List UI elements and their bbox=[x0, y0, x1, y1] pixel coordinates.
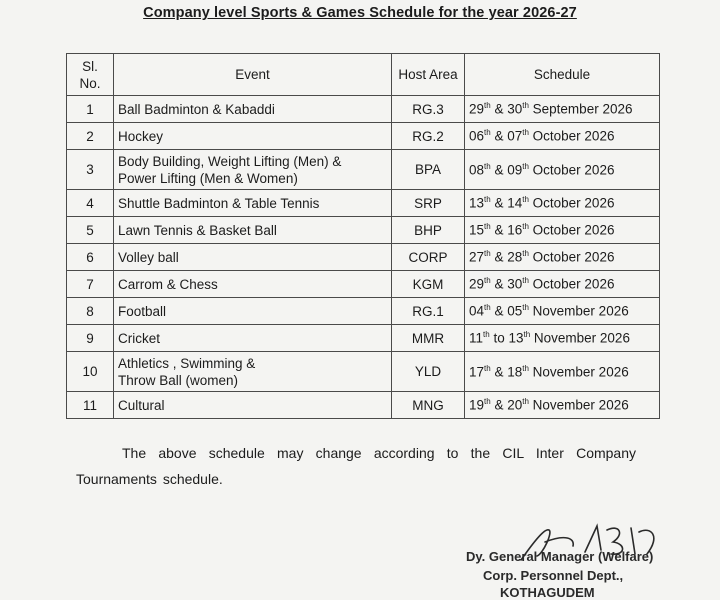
date-ordinal-suffix: th bbox=[484, 101, 491, 111]
schedule-cell bbox=[465, 271, 660, 298]
date-ordinal-suffix: th bbox=[484, 363, 491, 373]
date-ordinal-suffix: th bbox=[483, 330, 490, 340]
schedule-cell bbox=[465, 392, 660, 419]
date-text: 13 bbox=[469, 195, 485, 211]
date-ordinal-suffix: th bbox=[522, 303, 529, 313]
date-text: 04 bbox=[469, 303, 485, 319]
schedule-cell bbox=[465, 244, 660, 271]
date-text: 08 bbox=[469, 162, 485, 178]
schedule-cell bbox=[465, 352, 660, 392]
signatory-department: Corp. Personnel Dept., bbox=[483, 568, 624, 583]
date-ordinal-suffix: th bbox=[484, 303, 491, 313]
table-row bbox=[67, 244, 660, 271]
event-line: Cultural bbox=[118, 397, 165, 413]
date-ordinal-suffix: th bbox=[522, 195, 529, 205]
event-cell bbox=[114, 217, 392, 244]
event-line: Football bbox=[118, 303, 167, 319]
schedule-cell bbox=[465, 325, 660, 352]
schedule-cell bbox=[465, 150, 660, 190]
date-text: October 2026 bbox=[528, 276, 615, 292]
schedule-note: The above schedule may change according to the CIL Inter Company Tournaments schedule. bbox=[76, 445, 636, 487]
header-schedule: Schedule bbox=[465, 54, 660, 96]
schedule-cell bbox=[465, 217, 660, 244]
event-cell bbox=[114, 190, 392, 217]
date-ordinal-suffix: th bbox=[484, 276, 491, 286]
date-ordinal-suffix: th bbox=[484, 222, 491, 232]
date-text: & 20 bbox=[490, 397, 523, 413]
schedule-cell bbox=[465, 96, 660, 123]
event-line: Lawn Tennis & Basket Ball bbox=[118, 222, 277, 238]
table-row bbox=[67, 325, 660, 352]
host-area-cell: BHP bbox=[392, 217, 465, 244]
event-cell bbox=[114, 271, 392, 298]
event-line: Cricket bbox=[118, 330, 161, 346]
event-line: Power Lifting (Men & Women) bbox=[118, 170, 298, 186]
event-cell bbox=[114, 392, 392, 419]
date-ordinal-suffix: th bbox=[522, 222, 529, 232]
date-ordinal-suffix: th bbox=[484, 397, 491, 407]
table-row bbox=[67, 392, 660, 419]
header-event: Event bbox=[114, 54, 392, 96]
date-text: 29 bbox=[469, 276, 485, 292]
date-ordinal-suffix: th bbox=[522, 276, 529, 286]
sl-no-cell: 11 bbox=[67, 392, 114, 419]
table-row bbox=[67, 217, 660, 244]
date-text: 15 bbox=[469, 222, 485, 238]
event-line: Hockey bbox=[118, 128, 164, 144]
date-text: & 18 bbox=[490, 364, 523, 380]
date-text: 29 bbox=[469, 101, 485, 117]
schedule-table bbox=[66, 53, 660, 419]
host-area-cell: KGM bbox=[392, 271, 465, 298]
date-text: & 16 bbox=[490, 222, 523, 238]
event-cell bbox=[114, 325, 392, 352]
event-cell bbox=[114, 123, 392, 150]
date-ordinal-suffix: th bbox=[523, 330, 531, 340]
sl-no-cell: 7 bbox=[67, 271, 114, 298]
date-ordinal-suffix: th bbox=[522, 101, 529, 111]
date-text: September 2026 bbox=[528, 101, 633, 117]
host-area-cell: RG.1 bbox=[392, 298, 465, 325]
date-text: November 2026 bbox=[528, 303, 629, 319]
sl-no-cell: 8 bbox=[67, 298, 114, 325]
host-area-cell: BPA bbox=[392, 150, 465, 190]
date-text: November 2026 bbox=[530, 330, 630, 346]
host-area-cell: MNG bbox=[392, 392, 465, 419]
date-text: October 2026 bbox=[528, 128, 615, 144]
sl-no-cell: 9 bbox=[67, 325, 114, 352]
date-text: & 28 bbox=[490, 249, 523, 265]
date-text: 06 bbox=[469, 128, 485, 144]
event-cell bbox=[114, 244, 392, 271]
sl-no-cell: 2 bbox=[67, 123, 114, 150]
date-ordinal-suffix: th bbox=[484, 128, 491, 138]
schedule-cell bbox=[465, 298, 660, 325]
date-text: 27 bbox=[469, 249, 485, 265]
date-text: 19 bbox=[469, 397, 485, 413]
event-line: Volley ball bbox=[118, 249, 179, 265]
host-area-cell: MMR bbox=[392, 325, 465, 352]
date-text: to 13 bbox=[489, 330, 524, 346]
host-area-cell: SRP bbox=[392, 190, 465, 217]
table-row bbox=[67, 298, 660, 325]
date-text: October 2026 bbox=[528, 162, 615, 178]
date-ordinal-suffix: th bbox=[522, 161, 529, 171]
date-ordinal-suffix: th bbox=[484, 161, 491, 171]
date-ordinal-suffix: th bbox=[522, 249, 529, 259]
page-title: Company level Sports & Games Schedule for the year 2026-27 bbox=[143, 5, 577, 21]
signatory-designation: Dy. General Manager (Welfare) bbox=[466, 549, 654, 564]
event-cell bbox=[114, 298, 392, 325]
date-ordinal-suffix: th bbox=[522, 397, 529, 407]
date-text: & 07 bbox=[490, 128, 523, 144]
event-line: Throw Ball (women) bbox=[118, 372, 239, 388]
date-ordinal-suffix: th bbox=[484, 249, 491, 259]
host-area-cell: YLD bbox=[392, 352, 465, 392]
sl-no-cell: 6 bbox=[67, 244, 114, 271]
table-row bbox=[67, 123, 660, 150]
date-text: November 2026 bbox=[528, 364, 629, 380]
table-row bbox=[67, 352, 660, 392]
date-text: & 09 bbox=[490, 162, 523, 178]
date-text: & 05 bbox=[490, 303, 523, 319]
table-row bbox=[67, 190, 660, 217]
date-text: 17 bbox=[469, 364, 485, 380]
schedule-cell bbox=[465, 190, 660, 217]
event-line: Shuttle Badminton & Table Tennis bbox=[118, 195, 320, 211]
event-cell bbox=[114, 352, 392, 392]
date-ordinal-suffix: th bbox=[522, 128, 529, 138]
date-ordinal-suffix: th bbox=[522, 363, 529, 373]
date-text: & 14 bbox=[490, 195, 523, 211]
date-text: October 2026 bbox=[528, 222, 615, 238]
sl-no-cell: 10 bbox=[67, 352, 114, 392]
event-line: Ball Badminton & Kabaddi bbox=[118, 101, 275, 117]
signatory-location: KOTHAGUDEM bbox=[500, 585, 595, 600]
date-text: November 2026 bbox=[528, 397, 629, 413]
event-line: Athletics , Swimming & bbox=[118, 355, 256, 371]
header-host-area: Host Area bbox=[392, 54, 465, 96]
host-area-cell: RG.2 bbox=[392, 123, 465, 150]
sl-no-cell: 5 bbox=[67, 217, 114, 244]
host-area-cell: RG.3 bbox=[392, 96, 465, 123]
host-area-cell: CORP bbox=[392, 244, 465, 271]
event-line: Carrom & Chess bbox=[118, 276, 218, 292]
date-text: October 2026 bbox=[528, 195, 615, 211]
sl-no-cell: 1 bbox=[67, 96, 114, 123]
event-cell bbox=[114, 96, 392, 123]
table-row bbox=[67, 96, 660, 123]
sl-no-cell: 3 bbox=[67, 150, 114, 190]
date-text: October 2026 bbox=[528, 249, 615, 265]
date-text: 11 bbox=[469, 330, 484, 346]
schedule-cell bbox=[465, 123, 660, 150]
header-sl-no: Sl. No. bbox=[67, 54, 114, 96]
event-cell bbox=[114, 150, 392, 190]
event-line: Body Building, Weight Lifting (Men) & bbox=[118, 153, 342, 169]
table-header-row bbox=[67, 54, 660, 96]
sl-no-cell: 4 bbox=[67, 190, 114, 217]
date-text: & 30 bbox=[490, 276, 523, 292]
date-ordinal-suffix: th bbox=[484, 195, 491, 205]
table-row bbox=[67, 150, 660, 190]
table-row bbox=[67, 271, 660, 298]
date-text: & 30 bbox=[490, 101, 523, 117]
